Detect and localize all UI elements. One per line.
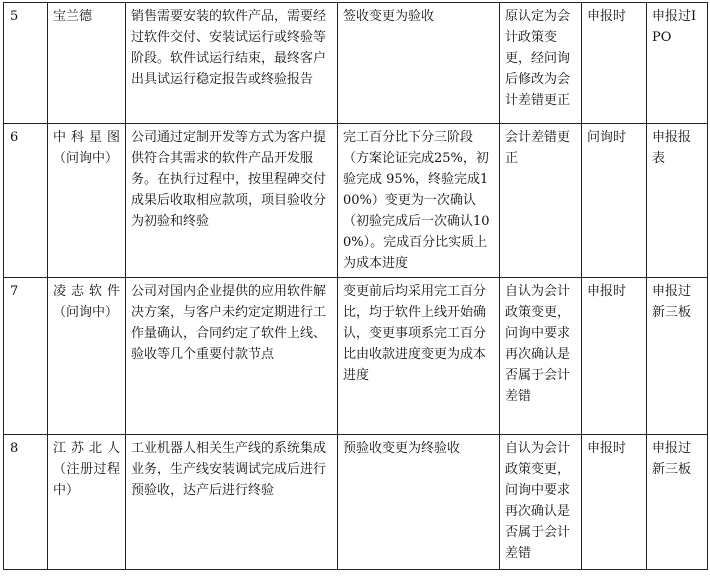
revenue-recognition-table (3, 2, 708, 570)
change-nature: 自认为会计政策变更，问询中要求再次确认是否属于会计差错 (500, 278, 582, 435)
company-name: 凌志软件（问询中） (48, 278, 126, 435)
change-stage: 申报时 (582, 278, 647, 435)
business-description: 公司通过定制开发等方式为客户提供符合其需求的软件产品开发服务。在执行过程中，按里程碑交付成果后收取相应款项，项目验收分为初验和终验 (126, 124, 338, 278)
table-row (4, 3, 708, 124)
row-number: 8 (4, 435, 48, 570)
business-description: 公司对国内企业提供的应用软件解决方案，与客户未约定定期进行工作量确认，合同约定了软件上线、验收等几个重要付款节点 (126, 278, 338, 435)
company-name: 中科星图（问询中） (48, 124, 126, 278)
change-nature: 原认定为会计政策变更，经问询后修改为会计差错更正 (500, 3, 582, 124)
filing-status: 申报过IPO (647, 3, 708, 124)
row-number: 6 (4, 124, 48, 278)
filing-status: 申报过新三板 (647, 278, 708, 435)
table-row (4, 124, 708, 278)
recognition-change: 完工百分比下分三阶段（方案论证完成25%，初验完成 95%，终验完成100%）变更为一次确认（初验完成后一次确认100%）。完成百分比实质上为成本进度 (338, 124, 500, 278)
filing-status: 申报报表 (647, 124, 708, 278)
change-nature: 自认为会计政策变更，问询中要求再次确认是否属于会计差错 (500, 435, 582, 570)
table-row (4, 278, 708, 435)
company-name: 江苏北人（注册过程中） (48, 435, 126, 570)
filing-status: 申报过新三板 (647, 435, 708, 570)
change-stage: 申报时 (582, 435, 647, 570)
recognition-change: 变更前后均采用完工百分比，均于软件上线开始确认，变更事项系完工百分比由收款进度变更为成本进度 (338, 278, 500, 435)
company-name: 宝兰德 (48, 3, 126, 124)
change-stage: 问询时 (582, 124, 647, 278)
table-row (4, 435, 708, 570)
business-description: 销售需要安装的软件产品，需要经过软件交付、安装试运行或终验等阶段。软件试运行结束，最终客户出具试运行稳定报告或终验报告 (126, 3, 338, 124)
recognition-change: 签收变更为验收 (338, 3, 500, 124)
row-number: 5 (4, 3, 48, 124)
change-stage: 申报时 (582, 3, 647, 124)
business-description: 工业机器人相关生产线的系统集成业务，生产线安装调试完成后进行预验收，达产后进行终验 (126, 435, 338, 570)
row-number: 7 (4, 278, 48, 435)
recognition-change: 预验收变更为终验收 (338, 435, 500, 570)
change-nature: 会计差错更正 (500, 124, 582, 278)
